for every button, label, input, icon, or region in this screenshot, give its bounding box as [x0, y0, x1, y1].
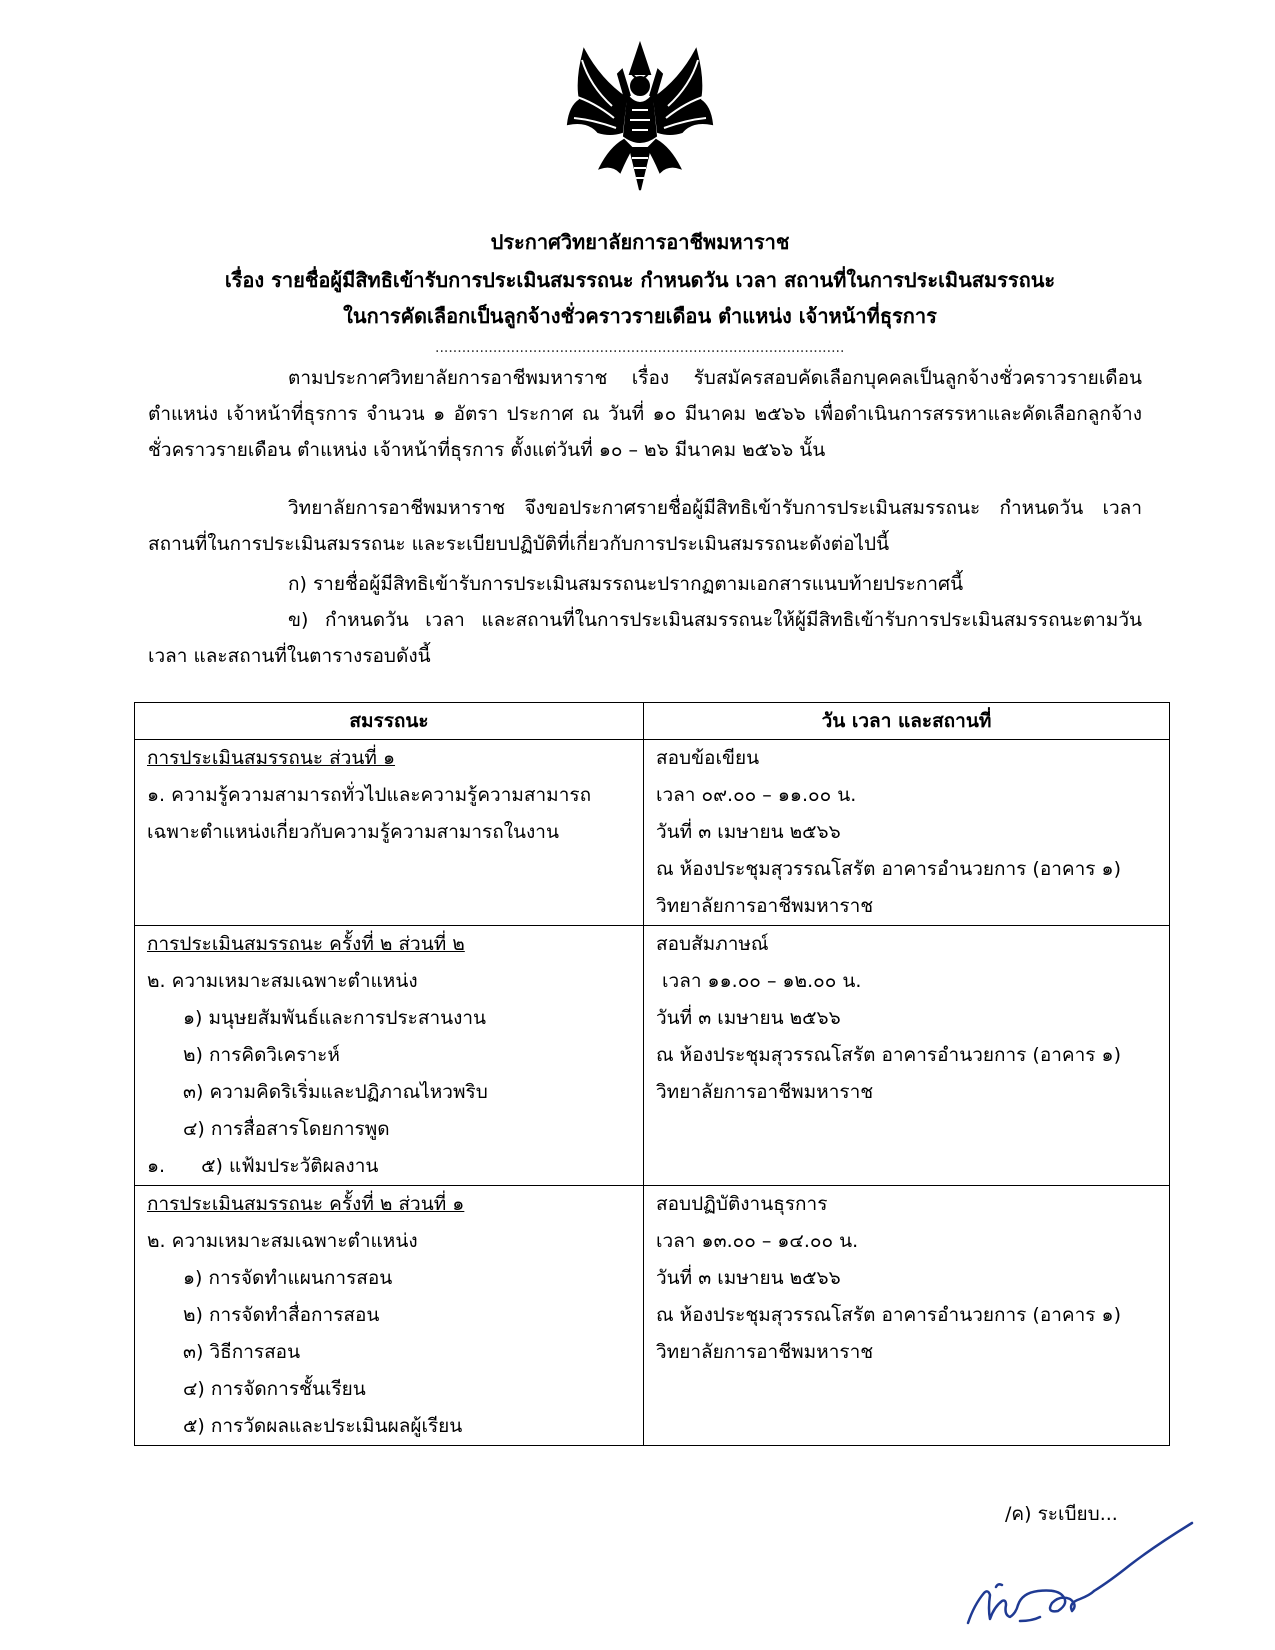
- announcement-title: ประกาศวิทยาลัยการอาชีพมหาราช: [490, 230, 790, 254]
- row-2-last-item: ๕) แฟ้มประวัติผลงาน: [201, 1155, 379, 1177]
- row-2-item: ๒) การคิดวิเคราะห์: [183, 1044, 340, 1066]
- row-2-last-prefix: ๑.: [147, 1155, 166, 1177]
- item-b: ข) กำหนดวัน เวลา และสถานที่ในการประเมินสมรรถนะให้ผู้มีสิทธิเข้ารับการประเมินสมรรถนะตามวัน เวลา และสถานที่ในตารางรอบดังนี้: [148, 609, 1142, 667]
- header-date-time-place: วัน เวลา และสถานที่: [644, 703, 1170, 740]
- row-2-item: ๑) มนุษยสัมพันธ์และการประสานงาน: [183, 1007, 487, 1029]
- handwritten-signature-icon: [960, 1495, 1210, 1635]
- assessment-schedule-table: [134, 702, 1170, 1446]
- row-3-schedule-cell: [644, 1186, 1170, 1446]
- row-3-room: ณ ห้องประชุมสุวรรณโสรัต อาคารอำนวยการ (อาคาร ๑): [656, 1304, 1121, 1326]
- row-3-exam-type: สอบปฏิบัติงานธุรการ: [656, 1193, 828, 1215]
- table-row: [135, 926, 1170, 1186]
- row-2-competency-cell: [135, 926, 644, 1186]
- item-a: ก) รายชื่อผู้มีสิทธิเข้ารับการประเมินสมรรถนะปรากฏตามเอกสารแนบท้ายประกาศนี้: [288, 573, 964, 595]
- row-2-college: วิทยาลัยการอาชีพมหาราช: [656, 1081, 874, 1103]
- row-3-college: วิทยาลัยการอาชีพมหาราช: [656, 1341, 874, 1363]
- row-1-competency-cell: [135, 740, 644, 926]
- row-1-college: วิทยาลัยการอาชีพมหาราช: [656, 895, 874, 917]
- row-1-exam-type: สอบข้อเขียน: [656, 747, 760, 769]
- body-paragraph-2: วิทยาลัยการอาชีพมหาราช จึงขอประกาศรายชื่อผู้มีสิทธิเข้ารับการประเมินสมรรถนะ กำหนดวัน เวลา สถานที่ในการประเมินสมรรถนะ และระเบียบปฏิบัติที่เกี่ยวกับการประเมินสมรรถนะดังต่อไปนี้: [148, 497, 1142, 555]
- row-3-item: ๒) การจัดทำสื่อการสอน: [183, 1304, 380, 1326]
- row-2-exam-type: สอบสัมภาษณ์: [656, 933, 769, 955]
- row-3-date: วันที่ ๓ เมษายน ๒๕๖๖: [656, 1267, 841, 1289]
- row-2-schedule-cell: [644, 926, 1170, 1186]
- row-1-date: วันที่ ๓ เมษายน ๒๕๖๖: [656, 821, 841, 843]
- row-1-room: ณ ห้องประชุมสุวรรณโสรัต อาคารอำนวยการ (อาคาร ๑): [656, 858, 1121, 880]
- continued-on-next-page: /ค) ระเบียบ...: [1005, 1503, 1118, 1525]
- announcement-subject-line-1: เรื่อง รายชื่อผู้มีสิทธิเข้ารับการประเมินสมรรถนะ กำหนดวัน เวลา สถานที่ในการประเมินสมรรถนะ: [224, 268, 1056, 292]
- row-2-item: ๔) การสื่อสารโดยการพูด: [183, 1118, 390, 1140]
- row-1-line: ๑. ความรู้ความสามารถทั่วไปและความรู้ความสามารถ: [147, 784, 592, 806]
- garuda-emblem-icon: [560, 40, 720, 200]
- row-2-time: เวลา ๑๑.๐๐ – ๑๒.๐๐ น.: [656, 970, 862, 992]
- row-3-time: เวลา ๑๓.๐๐ – ๑๔.๐๐ น.: [656, 1230, 859, 1252]
- body-paragraph-1: ตามประกาศวิทยาลัยการอาชีพมหาราช เรื่อง รับสมัครสอบคัดเลือกบุคคลเป็นลูกจ้างชั่วคราวรายเดือน ตำแหน่ง เจ้าหน้าที่ธุรการ จำนวน ๑ อัตรา ประกาศ ณ วันที่ ๑๐ มีนาคม ๒๕๖๖ เพื่อดำเนินการสรรหาและคัดเลือกลูกจ้างชั่วคราวรายเดือน ตำแหน่ง เจ้าหน้าที่ธุรการ ตั้งแต่วันที่ ๑๐ – ๒๖ มีนาคม ๒๕๖๖ นั้น: [148, 367, 1142, 461]
- announcement-subject-line-2: ในการคัดเลือกเป็นลูกจ้างชั่วคราวรายเดือน ตำแหน่ง เจ้าหน้าที่ธุรการ: [343, 304, 937, 328]
- table-row: [135, 740, 1170, 926]
- table-row: [135, 1186, 1170, 1446]
- row-3-item: ๔) การจัดการชั้นเรียน: [183, 1378, 366, 1400]
- row-3-item: ๓) วิธีการสอน: [183, 1341, 301, 1363]
- row-2-date: วันที่ ๓ เมษายน ๒๕๖๖: [656, 1007, 841, 1029]
- row-2-title: การประเมินสมรรถนะ ครั้งที่ ๒ ส่วนที่ ๒: [147, 933, 465, 955]
- row-3-title: การประเมินสมรรถนะ ครั้งที่ ๒ ส่วนที่ ๑: [147, 1193, 465, 1215]
- row-2-last-item-line: [135, 1148, 643, 1185]
- row-1-time: เวลา ๐๙.๐๐ – ๑๑.๐๐ น.: [656, 784, 857, 806]
- row-1-title: การประเมินสมรรถนะ ส่วนที่ ๑: [147, 747, 396, 769]
- row-1-line: เฉพาะตำแหน่งเกี่ยวกับความรู้ความสามารถในงาน: [147, 821, 559, 843]
- row-3-competency-cell: [135, 1186, 644, 1446]
- row-3-heading: ๒. ความเหมาะสมเฉพาะตำแหน่ง: [147, 1230, 418, 1252]
- row-2-item: ๓) ความคิดริเริ่มและปฏิภาณไหวพริบ: [183, 1081, 488, 1103]
- row-2-heading: ๒. ความเหมาะสมเฉพาะตำแหน่ง: [147, 970, 418, 992]
- row-3-item: ๑) การจัดทำแผนการสอน: [183, 1267, 393, 1289]
- header-competency: สมรรถนะ: [135, 703, 644, 740]
- dotted-divider: ............................................................................................: [435, 340, 845, 356]
- table-header-row: [135, 703, 1170, 740]
- row-3-item: ๕) การวัดผลและประเมินผลผู้เรียน: [183, 1415, 463, 1437]
- row-1-schedule-cell: [644, 740, 1170, 926]
- row-2-room: ณ ห้องประชุมสุวรรณโสรัต อาคารอำนวยการ (อาคาร ๑): [656, 1044, 1121, 1066]
